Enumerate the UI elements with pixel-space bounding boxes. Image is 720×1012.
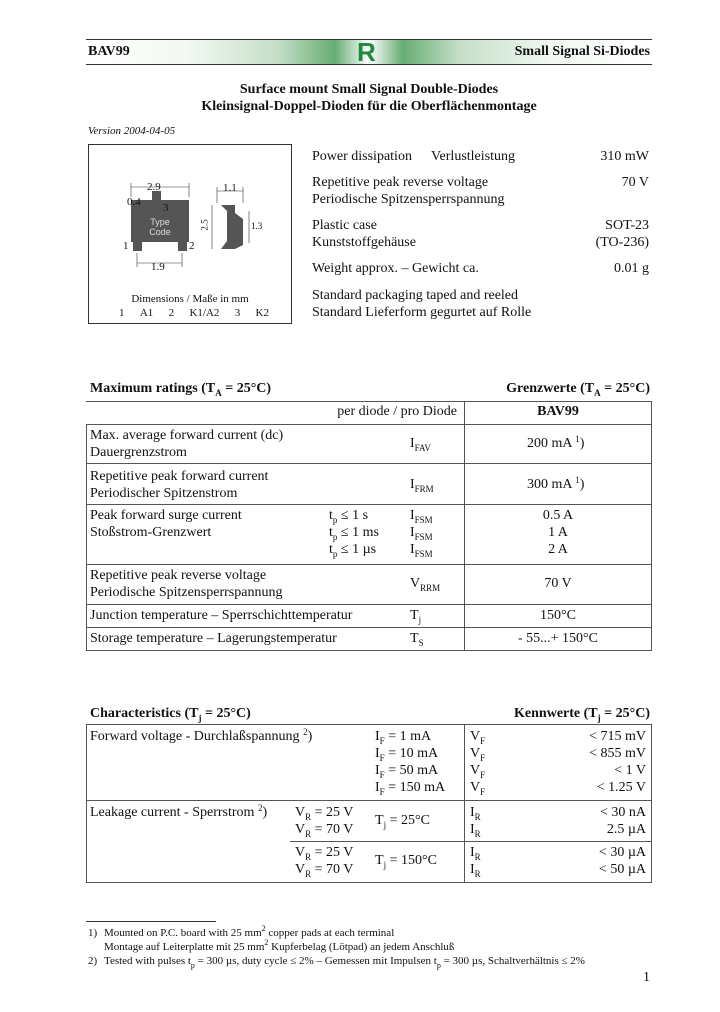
spec-weight-label: Weight approx. – Gewicht ca. <box>312 261 479 276</box>
ir-symbol-2: $I_R$ <box>470 822 481 839</box>
ifrm-symbol: $I_{FRM}$ <box>410 477 434 494</box>
footnote-rule <box>86 921 216 922</box>
grenzwerte-title: Grenzwerte $(T_A = 25^\circ C)$ <box>506 381 650 398</box>
vf-symbol-3: $V_F$ <box>470 763 486 780</box>
footnote-2-text: Tested with pulses $t_p = 300$ µs, duty cycle ≤ 2% – Gemessen mit Impulsen $t_p = 300$ µs, Schaltverhältnis ≤ 2% <box>104 955 585 970</box>
vf-cond-3: $I_F = 50$ mA <box>375 763 439 780</box>
ifsm-cond-1: $t_p \le 1$ s <box>329 508 369 525</box>
type-code-line2: Code <box>149 227 171 237</box>
leakage-current-label: Leakage current - Sperrstrom $^2$) <box>90 803 268 820</box>
pin1-lead <box>133 241 142 251</box>
ifrm-value: 300 mA $^1$) <box>527 475 585 492</box>
vf-symbol-1: $V_F$ <box>470 729 486 746</box>
dim-side-length: 2.5 <box>199 219 210 231</box>
ts-label: Storage temperature – Lagerungstemperatur <box>90 631 337 646</box>
vrrm-value: 70 V <box>544 576 572 591</box>
ir-symbol-1: $I_R$ <box>470 805 481 822</box>
pin2-lead <box>178 241 187 251</box>
tj-value: 150°C <box>540 608 576 623</box>
type-code-line1: Type <box>150 217 170 227</box>
ifsm-value-3: 2 A <box>548 542 568 557</box>
spec-case-value: SOT-23 <box>605 218 649 233</box>
ir-value-1: < 30 nA <box>599 805 646 820</box>
spec-case-value2: (TO-236) <box>595 235 649 250</box>
dim-pitch: 1.9 <box>151 261 165 273</box>
characteristics-title: Characteristics $(T_j = 25^\circ C)$ <box>90 706 251 723</box>
ifsm-symbol-1: $I_{FSM}$ <box>410 508 433 525</box>
kennwerte-title: Kennwerte $(T_j = 25^\circ C)$ <box>514 706 650 723</box>
footnote-2-number: 2) <box>88 955 98 967</box>
part-number: BAV99 <box>88 44 130 59</box>
ifav-value: 200 mA $^1$) <box>527 434 585 451</box>
pin1-num: 1 <box>119 307 125 319</box>
ifrm-en: Repetitive peak forward current <box>90 469 269 484</box>
pin1-name: A1 <box>139 307 154 319</box>
dimensions-caption: Dimensions / Maße in mm <box>131 293 249 305</box>
vrrm-de: Periodische Spitzensperrspannung <box>90 585 283 600</box>
pin2-name: K1/A2 <box>189 307 220 319</box>
tj-symbol: $T_j$ <box>410 608 422 625</box>
ts-symbol: $T_S$ <box>410 631 424 648</box>
ifsm-de: Stoßstrom-Grenzwert <box>90 525 212 540</box>
ifsm-en: Peak forward surge current <box>90 508 242 523</box>
ifav-en: Max. average forward current (dc) <box>90 428 284 443</box>
page-number: 1 <box>643 970 650 985</box>
spec-packaging-de: Standard Lieferform gegurtet auf Rolle <box>312 305 532 320</box>
ir-vr-4: $V_R = 70$ V <box>295 862 354 879</box>
spec-vrrm-en: Repetitive peak reverse voltage <box>312 175 489 190</box>
ifsm-symbol-2: $I_{FSM}$ <box>410 525 433 542</box>
spec-power-de: Verlustleistung <box>431 149 515 164</box>
per-diode-header: per diode / pro Diode <box>337 404 457 419</box>
pin3-num: 3 <box>234 307 241 319</box>
ir-vr-2: $V_R = 70$ V <box>295 822 354 839</box>
spec-case-en: Plastic case <box>312 218 377 233</box>
ts-value: - 55...+ 150°C <box>518 631 598 646</box>
version-label: Version 2004-04-05 <box>88 125 176 137</box>
spec-weight-value: 0.01 g <box>614 261 649 276</box>
ir-value-3: < 30 µA <box>598 845 646 860</box>
spec-vrrm-value: 70 V <box>621 175 649 190</box>
pin-3-label: 3 <box>163 202 169 214</box>
ifsm-cond-3: $t_p \le 1$ µs <box>329 542 377 559</box>
pin3-name: K2 <box>255 307 269 319</box>
spec-power-value: 310 mW <box>600 149 649 164</box>
ir-symbol-3: $I_R$ <box>470 845 481 862</box>
spec-case-de: Kunststoffgehäuse <box>312 235 416 250</box>
category-title: Small Signal Si-Diodes <box>514 44 650 59</box>
ir-symbol-4: $I_R$ <box>470 862 481 879</box>
forward-voltage-label: Forward voltage - Durchlaßspannung $^2$) <box>90 727 313 744</box>
ifsm-value-1: 0.5 A <box>542 508 574 523</box>
vf-value-2: < 855 mV <box>589 746 646 761</box>
spec-packaging-en: Standard packaging taped and reeled <box>312 288 519 303</box>
footnote-1-number: 1) <box>88 927 98 939</box>
ir-vr-3: $V_R = 25$ V <box>295 845 354 862</box>
ifsm-value-2: 1 A <box>548 525 568 540</box>
title-en: Surface mount Small Signal Double-Diodes <box>239 82 499 97</box>
dim-side-height: 1.3 <box>251 221 263 231</box>
vf-cond-4: $I_F = 150$ mA <box>375 780 446 797</box>
dim-height: 1.1 <box>223 182 237 194</box>
pin-2-label: 2 <box>189 240 195 252</box>
tj-label: Junction temperature – Sperrschichttemperatur <box>90 608 353 623</box>
ir-temp-2: $T_j = 150^\circ C$ <box>375 853 437 870</box>
max-ratings-title: Maximum ratings $(T_A = 25^\circ C)$ <box>90 381 272 398</box>
vf-symbol-2: $V_F$ <box>470 746 486 763</box>
dim-width: 2.9 <box>147 181 161 193</box>
spec-power-en: Power dissipation <box>312 149 412 164</box>
pin-1-label: 1 <box>123 240 129 252</box>
vrrm-symbol: $V_{RRM}$ <box>410 576 441 593</box>
part-column-header: BAV99 <box>537 404 579 419</box>
dim-lead: 0.4 <box>127 196 141 208</box>
ifav-de: Dauergrenzstrom <box>90 445 187 460</box>
spec-vrrm-de: Periodische Spitzensperrspannung <box>312 192 505 207</box>
pin2-num: 2 <box>168 307 175 319</box>
ifav-symbol: $I_{FAV}$ <box>410 436 431 453</box>
vf-value-1: < 715 mV <box>589 729 646 744</box>
vf-symbol-4: $V_F$ <box>470 780 486 797</box>
ir-temp-1: $T_j = 25^\circ C$ <box>375 813 430 830</box>
footnote-1-de: Montage auf Leiterplatte mit 25 $mm^2$ Kupferbelag (Lötpad) an jedem Anschluß <box>104 938 455 953</box>
vf-value-4: < 1.25 V <box>596 780 646 795</box>
ifsm-symbol-3: $I_{FSM}$ <box>410 542 433 559</box>
vf-value-3: < 1 V <box>614 763 646 778</box>
vf-cond-1: $I_F = 1$ mA <box>375 729 432 746</box>
ir-value-2: 2.5 µA <box>606 822 646 837</box>
footnote-1-en: Mounted on P.C. board with 25 $mm^2$ copper pads at each terminal <box>104 924 395 939</box>
vrrm-en: Repetitive peak reverse voltage <box>90 568 267 583</box>
ir-value-4: < 50 µA <box>598 862 646 877</box>
package-drawing-box <box>88 144 292 324</box>
ifrm-de: Periodischer Spitzenstrom <box>90 486 238 501</box>
package-side-view <box>221 205 243 249</box>
ifsm-cond-2: $t_p \le 1$ ms <box>329 525 379 542</box>
pin-assignment <box>119 307 269 319</box>
brand-logo: R <box>357 37 376 67</box>
vf-cond-2: $I_F = 10$ mA <box>375 746 439 763</box>
title-de: Kleinsignal-Doppel-Dioden für die Oberflächenmontage <box>201 99 537 114</box>
ir-vr-1: $V_R = 25$ V <box>295 805 354 822</box>
